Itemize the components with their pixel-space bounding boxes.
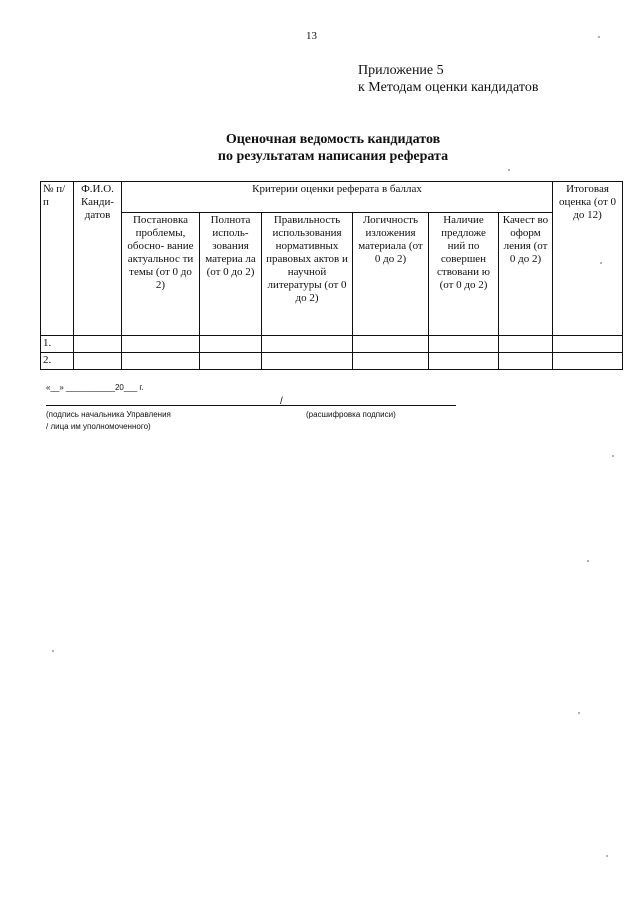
table-cell xyxy=(429,353,499,370)
criterion-header-3: Правильность использования нормативных правовых актов и научной литературы (от 0 до 2) xyxy=(262,213,353,336)
table-cell xyxy=(122,336,200,353)
table-cell xyxy=(553,336,623,353)
appendix-line-2: к Методам оценки кандидатов xyxy=(358,80,539,95)
title-line-2: по результатам написания реферата xyxy=(217,149,449,164)
criterion-header-5: Наличие предложе ний по совершен ствовани ю (от 0 до 2) xyxy=(429,213,499,336)
table-cell xyxy=(262,353,353,370)
date-line: «__» ___________20___ г. xyxy=(46,383,144,392)
table-cell xyxy=(200,336,262,353)
table-row xyxy=(41,353,623,370)
scan-speck xyxy=(598,36,600,38)
signature-caption-right: (расшифровка подписи) xyxy=(306,410,396,419)
scan-speck xyxy=(600,262,602,264)
signature-caption-left-line-2: / лица им уполномоченного) xyxy=(46,422,151,431)
table-cell xyxy=(353,353,429,370)
criterion-header-6: Качест во оформ ления (от 0 до 2) xyxy=(499,213,553,336)
column-header-number: № п/ п xyxy=(41,182,74,336)
appendix-line-1: Приложение 5 xyxy=(358,63,444,78)
signature-caption-left xyxy=(46,409,171,433)
title-line-1: Оценочная ведомость кандидатов xyxy=(225,132,441,147)
criterion-header-4: Логичность изложения материала (от 0 до 2) xyxy=(353,213,429,336)
table-cell xyxy=(553,353,623,370)
table-row xyxy=(41,336,623,353)
table-cell xyxy=(429,336,499,353)
criterion-header-2: Полнота исполь- зования материа ла (от 0 до 2) xyxy=(200,213,262,336)
signature-line xyxy=(46,405,456,406)
scan-speck xyxy=(578,712,580,714)
table-cell xyxy=(499,353,553,370)
signature-slash: / xyxy=(280,396,283,407)
scan-speck xyxy=(508,169,510,171)
table-cell xyxy=(262,336,353,353)
column-header-name: Ф.И.О. Канди- датов xyxy=(74,182,122,336)
scan-speck xyxy=(606,855,608,857)
scan-speck xyxy=(612,455,614,457)
table-cell xyxy=(122,353,200,370)
scan-speck xyxy=(52,650,54,652)
signature-caption-left-line-1: (подпись начальника Управления xyxy=(46,410,171,419)
table-cell xyxy=(200,353,262,370)
page-number: 13 xyxy=(306,30,317,42)
row-number: 1. xyxy=(41,336,74,353)
row-number: 2. xyxy=(41,353,74,370)
table-cell xyxy=(499,336,553,353)
scan-speck xyxy=(587,560,589,562)
table-cell xyxy=(74,336,122,353)
criteria-group-header: Критерии оценки реферата в баллах xyxy=(122,182,553,213)
column-header-total: Итоговая оценка (от 0 до 12) xyxy=(553,182,623,336)
table-cell xyxy=(74,353,122,370)
table-cell xyxy=(353,336,429,353)
evaluation-table xyxy=(40,181,623,370)
document-title xyxy=(0,131,640,165)
criterion-header-1: Постановка проблемы, обосно- вание актуальнос ти темы (от 0 до 2) xyxy=(122,213,200,336)
appendix-note xyxy=(358,62,538,96)
